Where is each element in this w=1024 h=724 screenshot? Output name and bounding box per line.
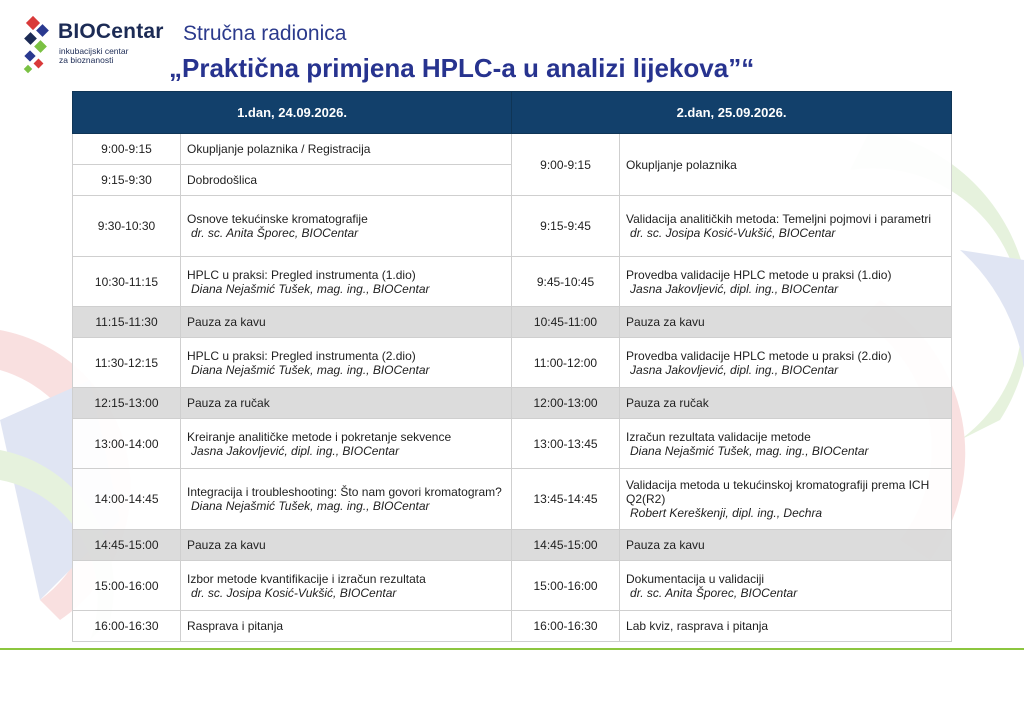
day2-header: 2.dan, 25.09.2026.: [512, 92, 952, 134]
day1-time: 10:30-11:15: [73, 257, 181, 307]
activity-title: Okupljanje polaznika / Registracija: [187, 142, 371, 156]
speaker: dr. sc. Anita Šporec, BIOCentar: [630, 585, 798, 600]
day2-time: 10:45-11:00: [512, 307, 620, 338]
table-row-pause: [73, 530, 952, 561]
activity-title: HPLC u praksi: Pregled instrumenta (2.dio): [187, 348, 416, 363]
table-row: [73, 134, 952, 165]
activity-title: Osnove tekućinske kromatografije: [187, 212, 368, 226]
day1-activity: Pauza za kavu: [181, 530, 512, 561]
activity-title: Izračun rezultata validacije metode: [626, 429, 811, 444]
day1-time: 11:15-11:30: [73, 307, 181, 338]
day1-header: 1.dan, 24.09.2026.: [73, 92, 512, 134]
day1-time: 15:00-16:00: [73, 561, 181, 611]
day2-time: 15:00-16:00: [512, 561, 620, 611]
day2-time: 13:00-13:45: [512, 419, 620, 469]
day2-time: 9:45-10:45: [512, 257, 620, 307]
activity-title: Okupljanje polaznika: [626, 157, 737, 172]
day2-activity: [620, 561, 952, 611]
day1-time: 16:00-16:30: [73, 611, 181, 642]
day1-activity: [181, 134, 512, 165]
bottom-accent-line: [0, 648, 1024, 650]
day2-time: 12:00-13:00: [512, 388, 620, 419]
day1-time: 14:00-14:45: [73, 469, 181, 530]
day1-activity: Pauza za kavu: [181, 307, 512, 338]
schedule-header-row: [73, 92, 952, 134]
table-row: [73, 257, 952, 307]
day2-activity: [620, 257, 952, 307]
activity-title: Provedba validacije HPLC metode u praksi (1.dio): [626, 267, 892, 282]
speaker: dr. sc. Josipa Kosić-Vukšić, BIOCentar: [191, 585, 397, 600]
day1-activity: [181, 469, 512, 530]
day1-time: 9:15-9:30: [73, 165, 181, 196]
logo-sub-line-1: inkubacijski centar: [59, 46, 129, 56]
biocentar-logo: [22, 14, 172, 80]
speaker: dr. sc. Anita Šporec, BIOCentar: [191, 226, 359, 240]
day1-time: 14:45-15:00: [73, 530, 181, 561]
day2-activity: Pauza za kavu: [620, 307, 952, 338]
logo-subtitle: [59, 47, 128, 65]
speaker: Jasna Jakovljević, dipl. ing., BIOCentar: [630, 281, 839, 296]
day2-activity: [620, 134, 952, 196]
table-row-pause: [73, 388, 952, 419]
day2-activity: [620, 469, 952, 530]
workshop-subtitle: Stručna radionica: [183, 22, 347, 45]
table-row: [73, 469, 952, 530]
day2-time: 14:45-15:00: [512, 530, 620, 561]
day2-activity: [620, 338, 952, 388]
speaker: dr. sc. Josipa Kosić-Vukšić, BIOCentar: [630, 226, 836, 240]
day1-activity: [181, 165, 512, 196]
activity-title: Validacija analitičkih metoda: Temeljni pojmovi i parametri: [626, 212, 932, 226]
speaker: Diana Nejašmić Tušek, mag. ing., BIOCentar: [630, 443, 869, 458]
logo-name: BIOCentar: [58, 20, 164, 43]
day1-activity: [181, 419, 512, 469]
workshop-title: „Praktična primjena HPLC-a u analizi lijekova”“: [169, 53, 755, 83]
activity-title: Dobrodošlica: [187, 173, 258, 187]
day1-time: 12:15-13:00: [73, 388, 181, 419]
activity-title: Izbor metode kvantifikacije i izračun rezultata: [187, 571, 426, 586]
day1-activity: [181, 561, 512, 611]
day2-activity: [620, 419, 952, 469]
speaker: Jasna Jakovljević, dipl. ing., BIOCentar: [191, 443, 400, 458]
day1-activity: [181, 338, 512, 388]
table-row: [73, 196, 952, 257]
table-row: [73, 611, 952, 642]
day1-activity: Pauza za ručak: [181, 388, 512, 419]
day1-activity: [181, 196, 512, 257]
table-row: [73, 338, 952, 388]
day1-time: 11:30-12:15: [73, 338, 181, 388]
speaker: Diana Nejašmić Tušek, mag. ing., BIOCentar: [191, 362, 430, 377]
day2-activity: Lab kviz, rasprava i pitanja: [620, 611, 952, 642]
day1-time: 13:00-14:00: [73, 419, 181, 469]
activity-title: Integracija i troubleshooting: Što nam govori kromatogram?: [187, 485, 502, 499]
deco-arc-blue-right: [960, 250, 1024, 430]
day2-time: 13:45-14:45: [512, 469, 620, 530]
table-row-pause: [73, 307, 952, 338]
day2-activity: [620, 196, 952, 257]
activity-title: Kreiranje analitičke metode i pokretanje sekvence: [187, 429, 452, 444]
logo-sub-line-2: za bioznanosti: [59, 55, 114, 65]
schedule-table: [72, 91, 952, 642]
day1-activity: Rasprava i pitanja: [181, 611, 512, 642]
day2-time: 16:00-16:30: [512, 611, 620, 642]
day1-time: 9:30-10:30: [73, 196, 181, 257]
table-row: [73, 561, 952, 611]
day2-time: 11:00-12:00: [512, 338, 620, 388]
speaker: Diana Nejašmić Tušek, mag. ing., BIOCentar: [191, 281, 430, 296]
day1-time: 9:00-9:15: [73, 134, 181, 165]
activity-title: HPLC u praksi: Pregled instrumenta (1.dio): [187, 267, 416, 282]
table-row: [73, 419, 952, 469]
day2-time: 9:00-9:15: [512, 134, 620, 196]
logo-mark-icon: [22, 14, 56, 76]
speaker: Jasna Jakovljević, dipl. ing., BIOCentar: [630, 362, 839, 377]
day1-activity: [181, 257, 512, 307]
day2-activity: Pauza za ručak: [620, 388, 952, 419]
activity-title: Validacija metoda u tekućinskoj kromatografiji prema ICH Q2(R2): [626, 478, 930, 506]
activity-title: Provedba validacije HPLC metode u praksi (2.dio): [626, 348, 892, 363]
speaker: Robert Kereškenji, dipl. ing., Dechra: [630, 506, 823, 520]
day2-time: 9:15-9:45: [512, 196, 620, 257]
activity-title: Dokumentacija u validaciji: [626, 571, 765, 586]
day2-activity: Pauza za kavu: [620, 530, 952, 561]
speaker: Diana Nejašmić Tušek, mag. ing., BIOCentar: [191, 499, 430, 513]
